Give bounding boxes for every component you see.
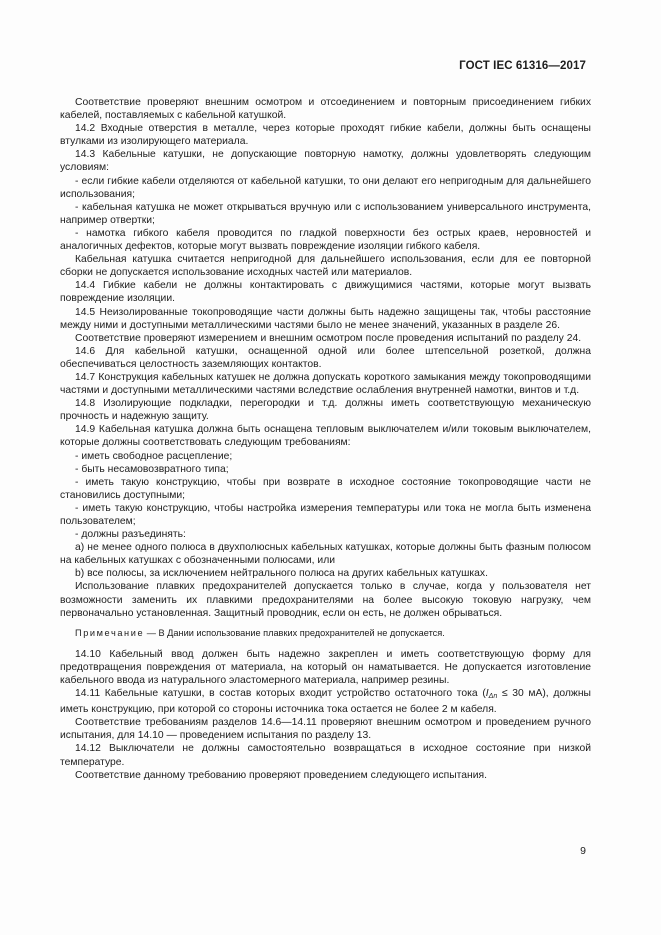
- list-item: - намотка гибкого кабеля проводится по гладкой поверхности без острых краев, неровностей и аналогичных дефектов, которые могут вызвать повреждение изоляции гибкого кабеля.: [60, 227, 591, 253]
- list-item: b) все полюсы, за исключением нейтрального полюса на других кабельных катушках.: [75, 568, 488, 580]
- page-number: 9: [580, 845, 586, 857]
- paragraph: 14.7 Конструкция кабельных катушек не должна допускать короткого замыкания между токопроводящими частями и доступными металлическими частями вследствие ослабления внутренней намотки, винтов и т.д.: [60, 371, 591, 397]
- paragraph: 14.9 Кабельная катушка должна быть оснащена тепловым выключателем и/или токовым выключателем, которые должны соответствовать следующим требованиям:: [60, 424, 591, 449]
- paragraph: 14.5 Неизолированные токопроводящие части должны быть надежно защищены так, чтобы расстояние между ними и доступными металлическими частями было не менее значений, указанных в разделе 26.: [60, 306, 591, 331]
- paragraph-14-11: 14.11 Кабельные катушки, в состав которых входит устройство остаточного тока ($I_{\Delta n} \le 30$ мА), должны иметь конструкцию, при которой со стороны источника тока остается не более 2 м кабеля.: [60, 688, 591, 716]
- current-symbol: I: [485, 688, 489, 700]
- paragraph: 14.6 Для кабельной катушки, оснащенной одной или более штепсельной розеткой, должна обеспечиваться целостность заземляющих контактов.: [60, 345, 591, 370]
- paragraph: Использование плавких предохранителей допускается только в случае, когда у пользователя нет возможности заменить их плавкими предохранителями на более высокую токовую нагрузку, чем первоначально установленная. Защитный проводник, если он есть, не должен обрываться.: [60, 581, 591, 619]
- paragraph: 14.8 Изолирующие подкладки, перегородки и т.д. должны иметь соответствующую механическую прочность и надежную защиту.: [60, 398, 591, 423]
- note: [60, 627, 591, 639]
- document-code-header: ГОСТ IEC 61316—2017: [459, 60, 586, 72]
- list-item: - кабельная катушка не может открываться вручную или с использованием универсального инструмента, например отвертки;: [60, 201, 591, 226]
- list-item: - быть несамовозвратного типа;: [75, 463, 229, 475]
- paragraph: Соответствие проверяют измерением и внешним осмотром после проведения испытаний по разделу 24.: [75, 332, 582, 344]
- note-label: Примечание: [75, 627, 145, 638]
- note-text: — В Дании использование плавких предохранителей не допускается.: [144, 627, 445, 638]
- paragraph: 14.4 Гибкие кабели не должны контактировать с движущимися частями, которые могут вызвать повреждение изоляции.: [60, 280, 591, 305]
- paragraph: 14.2 Входные отверстия в металле, через которые проходят гибкие кабели, должны быть оснащены втулками из изолирующего материала.: [60, 123, 591, 148]
- current-subscript: Δn: [488, 693, 498, 701]
- list-item: - должны разъединять:: [75, 529, 186, 541]
- paragraph: Кабельная катушка считается непригодной для дальнейшего использования, если для ее повторной сборки не допускается использование исходных частей или материалов.: [60, 254, 591, 279]
- document-body: [60, 96, 591, 782]
- list-item: - иметь свободное расцепление;: [75, 450, 233, 462]
- paragraph: Соответствие проверяют внешним осмотром и отсоединением и повторным присоединением гибких кабелей, поставляемых с кабельной катушкой.: [60, 97, 591, 122]
- paragraph: 14.3 Кабельные катушки, не допускающие повторную намотку, должны удовлетворять следующим условиям:: [60, 149, 591, 174]
- list-item: a) не менее одного полюса в двухполюсных кабельных катушках, которые должны быть фазным полюсом на кабельных катушках с обозначенными полюсами, или: [60, 542, 591, 567]
- paragraph: Соответствие данному требованию проверяют проведением следующего испытания.: [75, 769, 487, 781]
- paragraph: 14.10 Кабельный ввод должен быть надежно закреплен и иметь соответствующую форму для предотвращения повреждения от материала, на который он наматывается. Не допускается изготовление кабельного ввода из натурального эластомерного материала, например резины.: [60, 648, 591, 686]
- paragraph: Соответствие требованиям разделов 14.6—14.11 проверяют внешним осмотром и проведением ручного испытания, для 14.10 — проведением испытания по разделу 13.: [60, 717, 591, 742]
- list-item: - иметь такую конструкцию, чтобы настройка измерения температуры или тока не могла быть изменена пользователем;: [60, 502, 591, 527]
- list-item: - иметь такую конструкцию, чтобы при возврате в исходное состояние токопроводящие части не становились доступными;: [60, 476, 591, 501]
- paragraph: 14.12 Выключатели не должны самостоятельно возвращаться в исходное состояние при низкой температуре.: [60, 743, 591, 768]
- list-item: - если гибкие кабели отделяются от кабельной катушки, то они делают его непригодным для дальнейшего использования;: [60, 175, 591, 200]
